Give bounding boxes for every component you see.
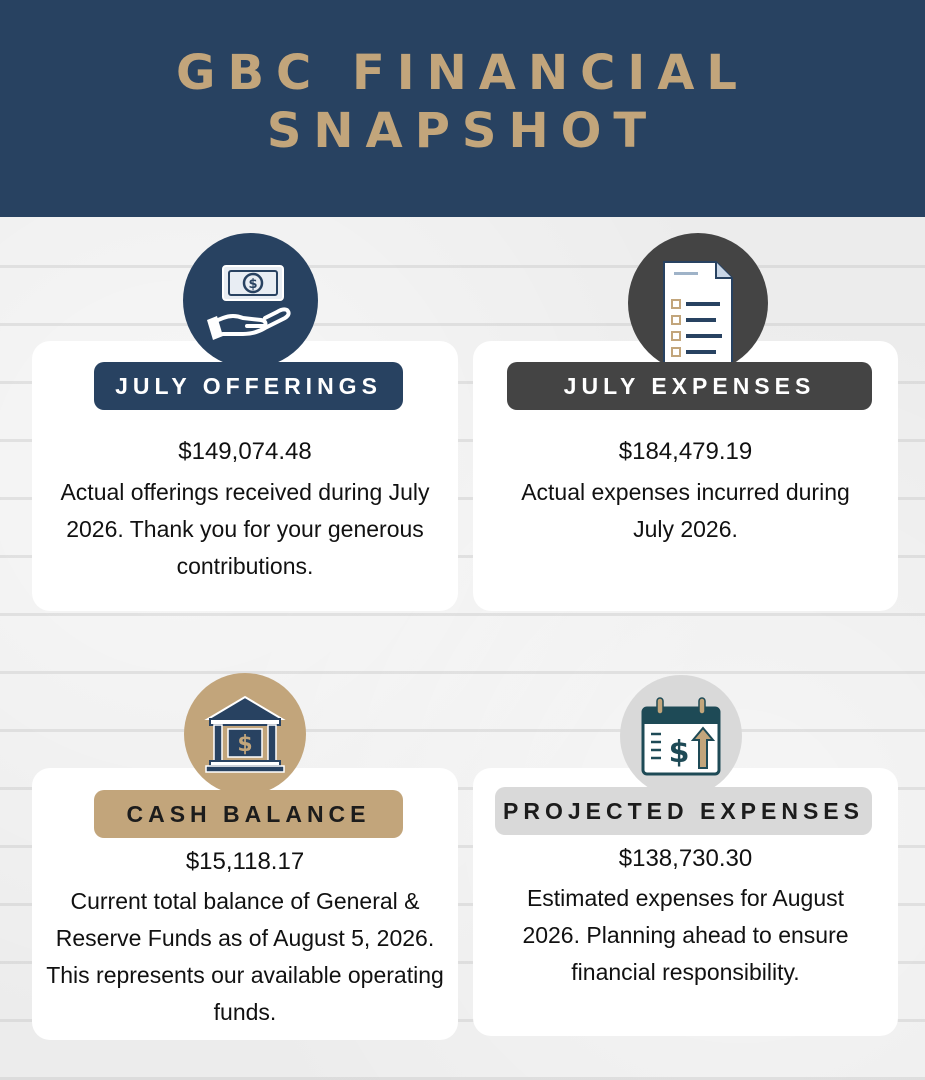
svg-text:$: $ (247, 276, 258, 292)
expenses-description: Actual expenses incurred during July 2026. (521, 479, 850, 542)
projected-label: PROJECTED EXPENSES (495, 787, 872, 835)
header-banner (0, 0, 925, 217)
projected-description: Estimated expenses for August 2026. Planning ahead to ensure financial responsibility. (522, 885, 849, 985)
cash-description: Current total balance of General & Reserve Funds as of August 5, 2026. This represents our available operating funds. (46, 888, 444, 1025)
calendar-dollar-growth-icon (639, 694, 723, 778)
title-line-1: GBC FINANCIAL (176, 45, 749, 101)
page-title (0, 44, 925, 160)
projected-icon-circle (620, 675, 742, 797)
svg-text:$: $ (668, 735, 690, 770)
expenses-amount: $184,479.19 (618, 438, 753, 465)
offerings-icon-circle (183, 233, 318, 368)
offerings-description: Actual offerings received during July 2026. Thank you for your generous contributions. (60, 479, 430, 579)
projected-amount: $138,730.30 (618, 845, 753, 872)
checklist-document-icon (658, 258, 738, 373)
title-line-2: SNAPSHOT (266, 103, 659, 159)
offerings-amount: $149,074.48 (178, 438, 312, 465)
cash-icon-circle (184, 673, 306, 795)
expenses-icon-circle (628, 233, 768, 373)
cash-label: CASH BALANCE (94, 790, 403, 838)
cash-amount: $15,118.17 (185, 848, 305, 875)
hand-money-icon (203, 256, 299, 346)
svg-text:$: $ (237, 732, 253, 757)
bank-icon (202, 691, 288, 777)
offerings-label: JULY OFFERINGS (94, 362, 403, 410)
expenses-label: JULY EXPENSES (507, 362, 872, 410)
